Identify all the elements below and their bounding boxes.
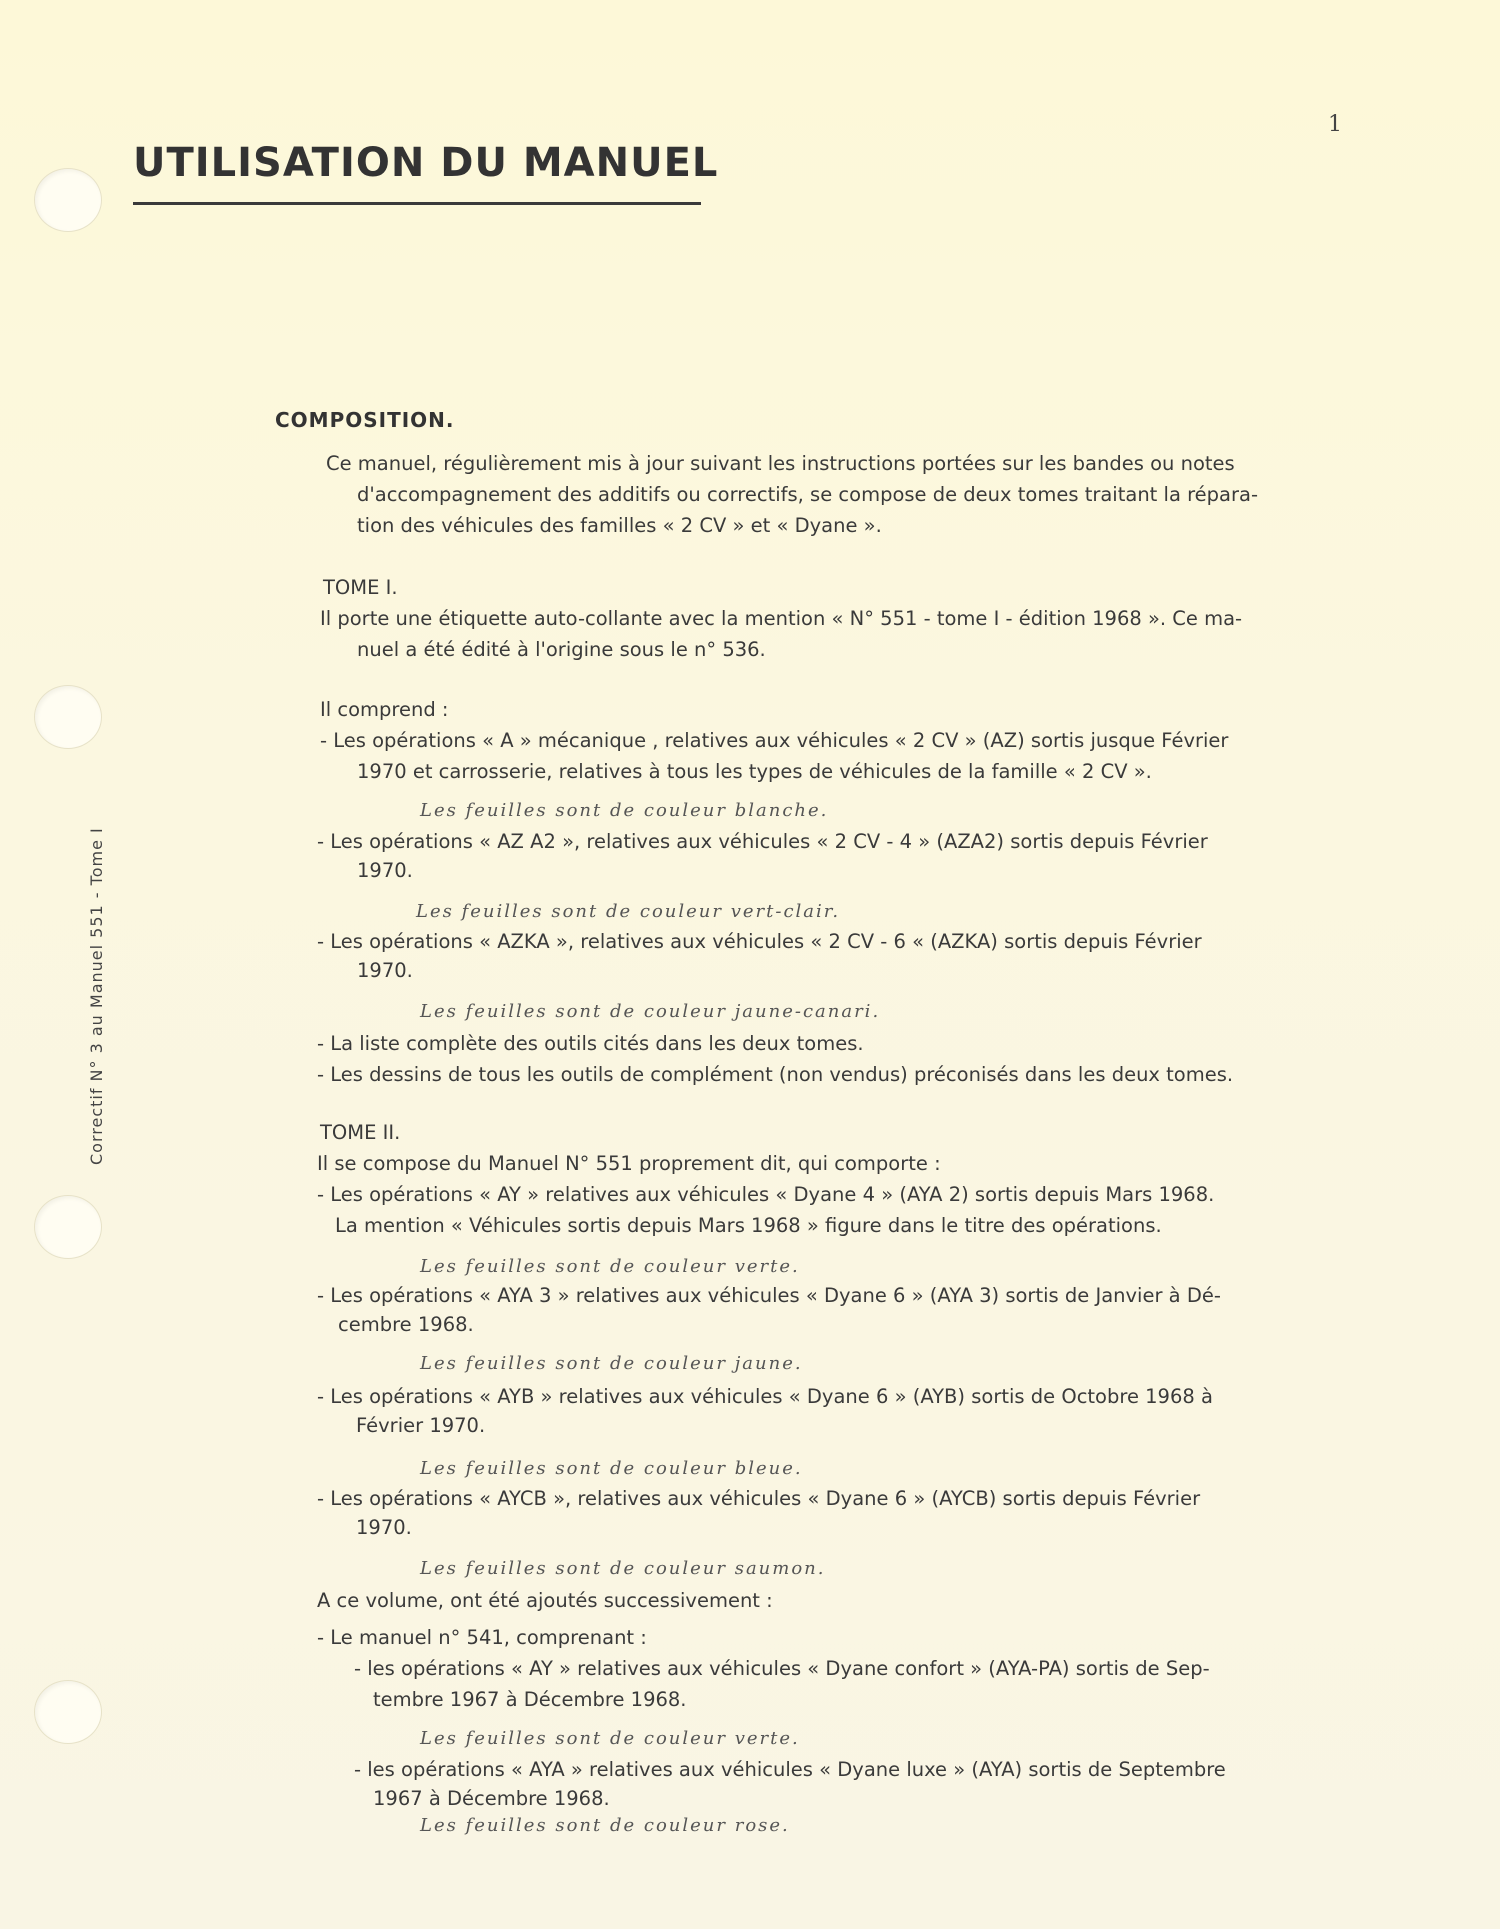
list-item: - Les opérations « AYB » relatives aux véhicules « Dyane 6 » (AYB) sortis de Octobre 1968 à: [317, 1385, 1213, 1408]
sheet-color-note: Les feuilles sont de couleur rose.: [420, 1815, 790, 1836]
binder-hole-top: [34, 168, 102, 232]
sheet-color-note: Les feuilles sont de couleur vert-clair.: [416, 901, 841, 922]
paragraph-line: Il comprend :: [320, 698, 449, 721]
paragraph-line: Ce manuel, régulièrement mis à jour suivant les instructions portées sur les bandes ou notes: [326, 452, 1235, 475]
list-item: - Les opérations « AYA 3 » relatives aux véhicules « Dyane 6 » (AYA 3) sortis de Janvier à Dé-: [317, 1284, 1221, 1307]
section-heading: COMPOSITION.: [275, 408, 455, 432]
list-item: - Les dessins de tous les outils de complément (non vendus) préconisés dans les deux tomes.: [317, 1063, 1234, 1086]
page-title: UTILISATION DU MANUEL: [133, 140, 719, 186]
sheet-color-note: Les feuilles sont de couleur verte.: [420, 1728, 800, 1749]
sheet-color-note: Les feuilles sont de couleur verte.: [420, 1256, 800, 1277]
sub-list-item: - les opérations « AY » relatives aux véhicules « Dyane confort » (AYA-PA) sortis de Sep-: [354, 1657, 1210, 1680]
paragraph-line: Il porte une étiquette auto-collante avec la mention « N° 551 - tome I - édition 1968 ». Ce ma-: [320, 607, 1243, 630]
paragraph-line: tion des véhicules des familles « 2 CV » et « Dyane ».: [357, 514, 882, 537]
sheet-color-note: Les feuilles sont de couleur jaune.: [420, 1353, 803, 1374]
tome-heading: TOME I.: [323, 576, 398, 599]
sheet-color-note: Les feuilles sont de couleur blanche.: [420, 800, 829, 821]
list-item-continuation: 1970.: [356, 1516, 412, 1539]
list-item-continuation: Février 1970.: [356, 1414, 486, 1437]
paragraph-line: nuel a été édité à l'origine sous le n° 536.: [357, 638, 766, 661]
list-item: - Le manuel n° 541, comprenant :: [317, 1626, 647, 1649]
list-item-continuation: 1970.: [357, 959, 413, 982]
side-note: Correctif N° 3 au Manuel 551 - Tome I: [87, 827, 106, 1165]
list-item-continuation: 1970.: [357, 859, 413, 882]
sheet-color-note: Les feuilles sont de couleur bleue.: [420, 1458, 803, 1479]
list-item-continuation: 1970 et carrosserie, relatives à tous les types de véhicules de la famille « 2 CV ».: [357, 760, 1152, 783]
list-item: - Les opérations « A » mécanique , relatives aux véhicules « 2 CV » (AZ) sortis jusque Février: [320, 729, 1229, 752]
list-item: - Les opérations « AYCB », relatives aux véhicules « Dyane 6 » (AYCB) sortis depuis Février: [317, 1487, 1201, 1510]
sub-list-item-continuation: tembre 1967 à Décembre 1968.: [373, 1688, 687, 1711]
paragraph-line: d'accompagnement des additifs ou correctifs, se compose de deux tomes traitant la répara-: [357, 483, 1259, 506]
list-item: - Les opérations « AZKA », relatives aux véhicules « 2 CV - 6 « (AZKA) sortis depuis Février: [317, 930, 1202, 953]
list-item: - La liste complète des outils cités dans les deux tomes.: [317, 1032, 864, 1055]
sub-list-item-continuation: 1967 à Décembre 1968.: [373, 1787, 610, 1810]
list-item-continuation: cembre 1968.: [338, 1313, 474, 1336]
tome-heading: TOME II.: [320, 1121, 401, 1144]
list-item: - Les opérations « AY » relatives aux véhicules « Dyane 4 » (AYA 2) sortis depuis Mars 1968.: [317, 1183, 1215, 1206]
paragraph-line: Il se compose du Manuel N° 551 proprement dit, qui comporte :: [317, 1152, 941, 1175]
list-item-continuation: La mention « Véhicules sortis depuis Mars 1968 » figure dans le titre des opérations.: [335, 1214, 1162, 1237]
paragraph-line: A ce volume, ont été ajoutés successivement :: [317, 1589, 773, 1612]
sheet-color-note: Les feuilles sont de couleur saumon.: [420, 1558, 826, 1579]
sheet-color-note: Les feuilles sont de couleur jaune-canari.: [420, 1001, 881, 1022]
binder-hole-bottom: [34, 1680, 102, 1744]
sub-list-item: - les opérations « AYA » relatives aux véhicules « Dyane luxe » (AYA) sortis de Septembre: [354, 1758, 1226, 1781]
page-number: 1: [1328, 112, 1342, 137]
title-underline: [133, 202, 701, 205]
list-item: - Les opérations « AZ A2 », relatives aux véhicules « 2 CV - 4 » (AZA2) sortis depuis Février: [317, 830, 1208, 853]
binder-hole-upper-middle: [34, 685, 102, 749]
binder-hole-lower-middle: [34, 1195, 102, 1259]
